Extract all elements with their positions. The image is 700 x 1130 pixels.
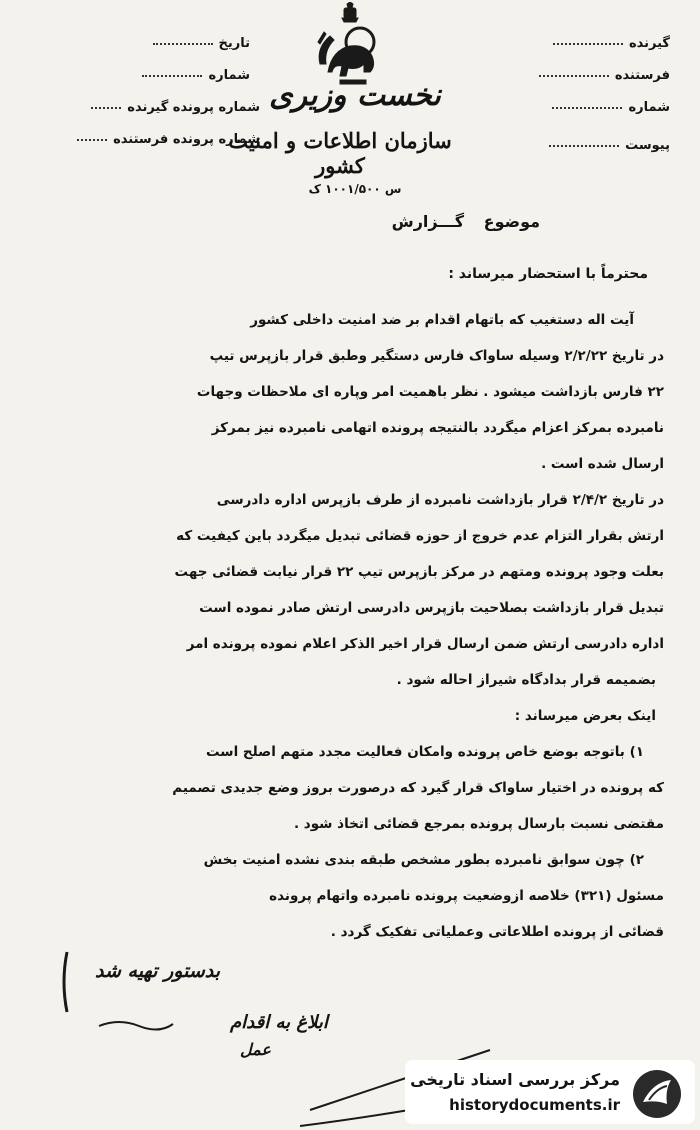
recipient-field — [520, 36, 670, 51]
serial-field — [100, 68, 250, 83]
recipient-label: گیرنده — [628, 36, 670, 51]
body-line: ۲۲ فارس بازداشت میشود . نظر باهمیت امر وپاره ای ملاحظات وجهات — [196, 384, 664, 400]
watermark-title: مرکز بررسی اسناد تاریخی — [410, 1070, 620, 1089]
letter-body — [24, 302, 664, 950]
handwritten-note: عمل — [240, 1040, 271, 1059]
pen-stroke — [95, 1012, 175, 1036]
subject-value: گـــزارش — [391, 212, 465, 231]
attachment-label: پیوست — [625, 138, 670, 153]
dotted-line — [153, 43, 213, 45]
number-field — [520, 100, 670, 115]
recipient-file-field — [95, 100, 260, 115]
watermark — [405, 1060, 695, 1124]
body-line: اداره دادرسی ارتش ضمن ارسال قرار اخیر الذکر اعلام نموده پرونده امر — [186, 636, 664, 652]
body-line: نامبرده بمرکز اعزام میگردد بالنتیجه پرونده اتهامی نامبرده نیز بمرکز — [211, 420, 664, 436]
salutation: محترماً با استحضار میرساند : — [448, 266, 648, 282]
body-line: ارتش بقرار التزام عدم خروج از حوزه قضائی تبدیل میگردد باین کیفیت که — [176, 528, 664, 544]
sender-label: فرستنده — [614, 68, 670, 83]
body-line: ارسال شده است . — [541, 456, 664, 472]
body-line: که پرونده در اختیار ساواک قرار گیرد که درصورت بروز وضع جدیدی تصمیم — [172, 780, 664, 796]
sender-field — [520, 68, 670, 83]
body-line: مقتضی نسبت بارسال پرونده بمرجع قضائی اتخاذ شود . — [293, 816, 664, 832]
body-line: قضائی از پرونده اطلاعاتی وعملیاتی تفکیک گردد . — [330, 924, 664, 940]
body-line: تبدیل قرار بازداشت بصلاحیت بازپرس دادرسی ارتش صادر نموده است — [199, 600, 664, 616]
date-field — [100, 36, 250, 51]
handwritten-note: بدستور تهیه شد — [95, 960, 220, 982]
dotted-line — [91, 107, 121, 109]
handwritten-note: ابلاغ به اقدام — [230, 1012, 328, 1033]
office-title: نخست وزیری — [269, 78, 441, 113]
organization-name: سازمان اطلاعات و امنیت کشور — [228, 128, 452, 178]
reference-number: س ۱۰۰۱/۵۰۰ ک — [308, 182, 402, 196]
body-line: در تاریخ ۲/۲/۲۲ وسیله ساواک فارس دستگیر وطبق قرار بازپرس تیپ — [209, 348, 664, 364]
dotted-line — [77, 139, 107, 141]
dotted-line — [142, 75, 202, 77]
body-line: اینک بعرض میرساند : — [514, 708, 656, 724]
body-line: ۱) باتوجه بوضع خاص پرونده وامکان فعالیت مجدد متهم اصلح است — [206, 744, 644, 760]
pen-stroke — [55, 950, 95, 1020]
attachment-field — [520, 138, 670, 153]
serial-label: شماره — [208, 68, 250, 83]
dotted-line — [549, 145, 619, 147]
watermark-url: historydocuments.ir — [449, 1096, 620, 1114]
body-line: بضمیمه قرار بدادگاه شیراز احاله شود . — [396, 672, 656, 688]
dotted-line — [553, 43, 623, 45]
watermark-logo-icon — [631, 1068, 683, 1120]
body-line: ۲) چون سوابق نامبرده بطور مشخص طبقه بندی نشده امنیت بخش — [203, 852, 644, 868]
recipient-file-label: شماره پرونده گیرنده — [127, 100, 260, 115]
number-label: شماره — [628, 100, 670, 115]
dotted-line — [539, 75, 609, 77]
body-line: بعلت وجود پرونده ومتهم در مرکز بازپرس تیپ ۲۲ قرار نیابت قضائی جهت — [174, 564, 664, 580]
lion-and-sun-crest — [300, 2, 400, 88]
subject-line — [250, 212, 540, 231]
subject-label: موضوع — [483, 212, 540, 231]
body-line: آیت اله دستغیب که باتهام اقدام بر ضد امنیت داخلی کشور — [250, 312, 634, 328]
body-line: مسئول (۳۲۱) خلاصه ازوضعیت پرونده نامبرده واتهام پرونده — [269, 888, 664, 904]
date-label: تاریخ — [218, 36, 250, 51]
sender-file-label: شماره پرونده فرستنده — [113, 132, 260, 147]
body-line: در تاریخ ۲/۴/۲ قرار بازداشت نامبرده از طرف بازپرس اداره دادرسی — [216, 492, 664, 508]
dotted-line — [552, 107, 622, 109]
